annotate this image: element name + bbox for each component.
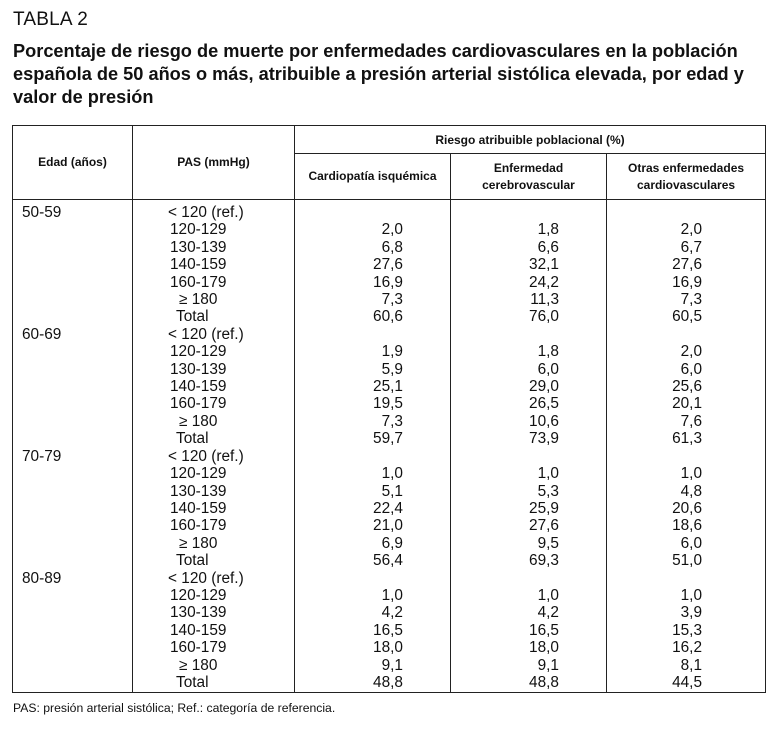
- age-cell: [13, 465, 133, 482]
- header-cerebrovascular: Enfermedad cerebrovascular: [451, 154, 607, 200]
- value-cell: 8,1: [607, 657, 766, 674]
- value-cell: 2,0: [295, 221, 451, 238]
- pas-cell: 120-129: [133, 343, 295, 360]
- value-cell: 6,8: [295, 239, 451, 256]
- pas-cell: ≥ 180: [133, 657, 295, 674]
- table-row: [13, 200, 766, 222]
- value-cell: 18,0: [295, 639, 451, 656]
- value-cell: 1,0: [295, 465, 451, 482]
- value-cell: 27,6: [295, 256, 451, 273]
- value-cell: 51,0: [607, 552, 766, 569]
- value-cell: 32,1: [451, 256, 607, 273]
- pas-cell: ≥ 180: [133, 535, 295, 552]
- table-row: [13, 448, 766, 465]
- pas-cell: 120-129: [133, 465, 295, 482]
- pas-cell: 140-159: [133, 256, 295, 273]
- header-pas: PAS (mmHg): [133, 126, 295, 200]
- value-cell: 76,0: [451, 308, 607, 325]
- age-cell: 70-79: [13, 448, 133, 465]
- value-cell: 19,5: [295, 395, 451, 412]
- header-otras: Otras enfermedades cardiovasculares: [607, 154, 766, 200]
- value-cell: 27,6: [607, 256, 766, 273]
- value-cell: 1,0: [607, 465, 766, 482]
- value-cell: 1,0: [295, 587, 451, 604]
- age-cell: [13, 587, 133, 604]
- value-cell: [295, 448, 451, 465]
- value-cell: [607, 326, 766, 343]
- value-cell: 21,0: [295, 517, 451, 534]
- value-cell: 16,5: [295, 622, 451, 639]
- value-cell: 1,0: [607, 587, 766, 604]
- value-cell: 15,3: [607, 622, 766, 639]
- age-cell: [13, 256, 133, 273]
- table-row: [13, 622, 766, 639]
- value-cell: 25,1: [295, 378, 451, 395]
- value-cell: 59,7: [295, 430, 451, 447]
- value-cell: 25,6: [607, 378, 766, 395]
- table-row: [13, 500, 766, 517]
- value-cell: 61,3: [607, 430, 766, 447]
- value-cell: 56,4: [295, 552, 451, 569]
- table-row: [13, 395, 766, 412]
- pas-cell: 120-129: [133, 221, 295, 238]
- table-row: [13, 674, 766, 693]
- age-cell: [13, 395, 133, 412]
- pas-cell: 130-139: [133, 361, 295, 378]
- pas-cell: < 120 (ref.): [133, 326, 295, 343]
- value-cell: 18,6: [607, 517, 766, 534]
- table-row: [13, 552, 766, 569]
- pas-cell: 160-179: [133, 517, 295, 534]
- value-cell: [451, 448, 607, 465]
- pas-cell: 160-179: [133, 395, 295, 412]
- value-cell: 6,0: [607, 535, 766, 552]
- pas-cell: < 120 (ref.): [133, 200, 295, 222]
- value-cell: 5,9: [295, 361, 451, 378]
- age-cell: [13, 361, 133, 378]
- table-row: [13, 274, 766, 291]
- pas-cell: 120-129: [133, 587, 295, 604]
- value-cell: 6,6: [451, 239, 607, 256]
- age-cell: 60-69: [13, 326, 133, 343]
- age-cell: [13, 535, 133, 552]
- table-title: Porcentaje de riesgo de muerte por enfermedades cardiovasculares en la población española de 50 años o más, atribuible a presión arterial sistólica elevada, por edad y valor de presión: [13, 41, 744, 107]
- value-cell: [451, 200, 607, 222]
- table-row: [13, 378, 766, 395]
- value-cell: 11,3: [451, 291, 607, 308]
- table-row: [13, 256, 766, 273]
- age-cell: [13, 517, 133, 534]
- value-cell: 5,1: [295, 483, 451, 500]
- age-cell: [13, 308, 133, 325]
- value-cell: 20,1: [607, 395, 766, 412]
- value-cell: 9,5: [451, 535, 607, 552]
- value-cell: 18,0: [451, 639, 607, 656]
- value-cell: 60,5: [607, 308, 766, 325]
- value-cell: 1,8: [451, 221, 607, 238]
- value-cell: 4,2: [451, 604, 607, 621]
- value-cell: 6,0: [607, 361, 766, 378]
- table-row: [13, 413, 766, 430]
- value-cell: 27,6: [451, 517, 607, 534]
- value-cell: 3,9: [607, 604, 766, 621]
- value-cell: 73,9: [451, 430, 607, 447]
- value-cell: [451, 570, 607, 587]
- age-cell: 80-89: [13, 570, 133, 587]
- value-cell: [451, 326, 607, 343]
- value-cell: 1,8: [451, 343, 607, 360]
- value-cell: 29,0: [451, 378, 607, 395]
- value-cell: 25,9: [451, 500, 607, 517]
- value-cell: 7,6: [607, 413, 766, 430]
- value-cell: 9,1: [295, 657, 451, 674]
- table-row: [13, 570, 766, 587]
- table-row: [13, 465, 766, 482]
- table-header: [13, 126, 766, 200]
- value-cell: 5,3: [451, 483, 607, 500]
- value-cell: 69,3: [451, 552, 607, 569]
- table-row: [13, 343, 766, 360]
- age-cell: [13, 221, 133, 238]
- value-cell: 6,9: [295, 535, 451, 552]
- table-row: [13, 587, 766, 604]
- table-row: [13, 483, 766, 500]
- table-row: [13, 291, 766, 308]
- age-cell: [13, 239, 133, 256]
- value-cell: 16,5: [451, 622, 607, 639]
- table-row: [13, 308, 766, 325]
- value-cell: 20,6: [607, 500, 766, 517]
- value-cell: [607, 200, 766, 222]
- value-cell: 16,9: [607, 274, 766, 291]
- pas-cell: Total: [133, 430, 295, 447]
- age-cell: [13, 291, 133, 308]
- table-row: [13, 657, 766, 674]
- value-cell: 6,7: [607, 239, 766, 256]
- value-cell: [295, 200, 451, 222]
- value-cell: 7,3: [295, 291, 451, 308]
- value-cell: 26,5: [451, 395, 607, 412]
- value-cell: 6,0: [451, 361, 607, 378]
- table-row: [13, 430, 766, 447]
- value-cell: 1,0: [451, 587, 607, 604]
- value-cell: 2,0: [607, 221, 766, 238]
- value-cell: 9,1: [451, 657, 607, 674]
- age-cell: [13, 500, 133, 517]
- pas-cell: 130-139: [133, 483, 295, 500]
- table-row: [13, 326, 766, 343]
- age-cell: [13, 622, 133, 639]
- value-cell: 48,8: [295, 674, 451, 693]
- pas-cell: ≥ 180: [133, 413, 295, 430]
- pas-cell: ≥ 180: [133, 291, 295, 308]
- pas-cell: < 120 (ref.): [133, 448, 295, 465]
- table-row: [13, 639, 766, 656]
- value-cell: [607, 448, 766, 465]
- header-cardiopatia: Cardiopatía isquémica: [295, 154, 451, 200]
- table-body: [13, 200, 766, 693]
- age-cell: [13, 552, 133, 569]
- value-cell: 2,0: [607, 343, 766, 360]
- table-row: [13, 517, 766, 534]
- age-cell: [13, 674, 133, 693]
- pas-cell: Total: [133, 308, 295, 325]
- value-cell: 16,9: [295, 274, 451, 291]
- value-cell: 22,4: [295, 500, 451, 517]
- value-cell: 44,5: [607, 674, 766, 693]
- value-cell: 7,3: [295, 413, 451, 430]
- age-cell: [13, 430, 133, 447]
- value-cell: [295, 326, 451, 343]
- age-cell: [13, 657, 133, 674]
- table-row: [13, 535, 766, 552]
- age-cell: [13, 483, 133, 500]
- age-cell: [13, 274, 133, 291]
- age-cell: [13, 639, 133, 656]
- table-label: TABLA 2: [13, 9, 88, 30]
- value-cell: 24,2: [451, 274, 607, 291]
- table-row: [13, 239, 766, 256]
- pas-cell: 140-159: [133, 378, 295, 395]
- pas-cell: 160-179: [133, 639, 295, 656]
- pas-cell: 140-159: [133, 622, 295, 639]
- table-row: [13, 221, 766, 238]
- table-row: [13, 604, 766, 621]
- age-cell: 50-59: [13, 200, 133, 222]
- risk-table: [12, 125, 766, 693]
- value-cell: 16,2: [607, 639, 766, 656]
- age-cell: [13, 378, 133, 395]
- table-row: [13, 361, 766, 378]
- pas-cell: < 120 (ref.): [133, 570, 295, 587]
- value-cell: 4,8: [607, 483, 766, 500]
- value-cell: 60,6: [295, 308, 451, 325]
- footnote: PAS: presión arterial sistólica; Ref.: categoría de referencia.: [13, 701, 336, 715]
- age-cell: [13, 604, 133, 621]
- age-cell: [13, 413, 133, 430]
- value-cell: 1,9: [295, 343, 451, 360]
- value-cell: [295, 570, 451, 587]
- value-cell: [607, 570, 766, 587]
- value-cell: 4,2: [295, 604, 451, 621]
- header-group: Riesgo atribuible poblacional (%): [295, 126, 766, 154]
- age-cell: [13, 343, 133, 360]
- pas-cell: 140-159: [133, 500, 295, 517]
- header-age: Edad (años): [13, 126, 133, 200]
- pas-cell: 160-179: [133, 274, 295, 291]
- value-cell: 7,3: [607, 291, 766, 308]
- value-cell: 48,8: [451, 674, 607, 693]
- value-cell: 1,0: [451, 465, 607, 482]
- pas-cell: Total: [133, 674, 295, 693]
- value-cell: 10,6: [451, 413, 607, 430]
- pas-cell: 130-139: [133, 239, 295, 256]
- pas-cell: Total: [133, 552, 295, 569]
- pas-cell: 130-139: [133, 604, 295, 621]
